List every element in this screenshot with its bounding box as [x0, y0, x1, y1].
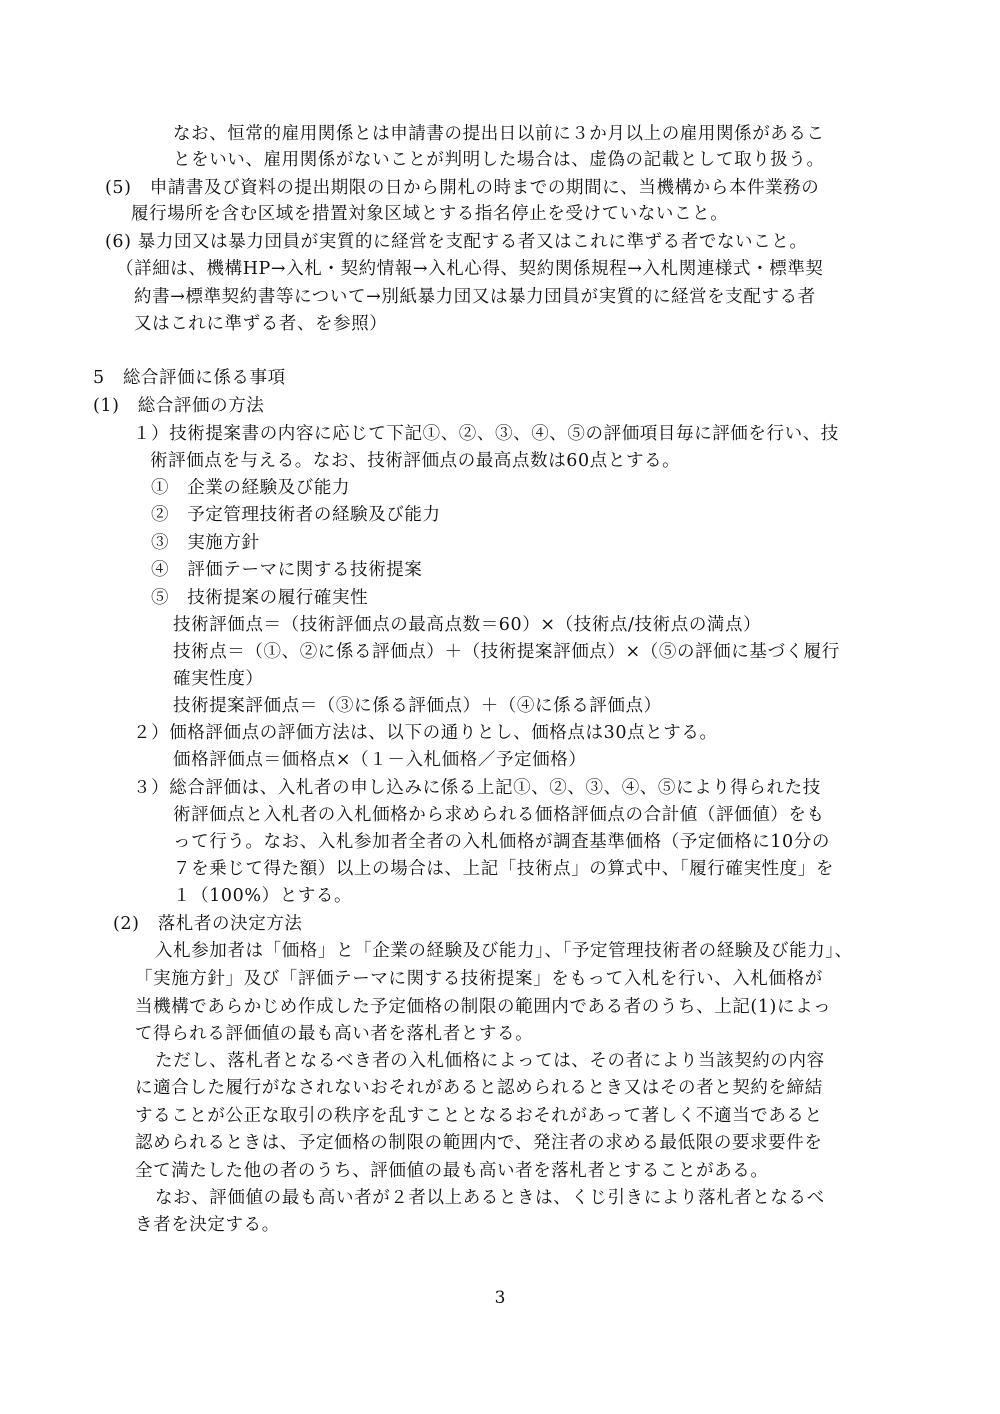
formula-line: 技術評価点＝（技術評価点の最高点数＝60）×（技術点/技術点の満点） — [173, 615, 762, 635]
text-line: 当機構であらかじめ作成した予定価格の制限の範囲内である者のうち、上記(1)によっ — [135, 997, 832, 1017]
list-item: ② 予定管理技術者の経験及び能力 — [151, 505, 441, 525]
text-line: て得られる評価値の最も高い者を落札者とする。 — [135, 1024, 534, 1044]
list-item: ⑤ 技術提案の履行確実性 — [151, 588, 369, 608]
text-line: 約書→標準契約書等について→別紙暴力団又は暴力団員が実質的に経営を支配する者 — [134, 287, 816, 307]
text-line: 全て満たした他の者のうち、評価値の最も高い者を落札者とすることがある。 — [135, 1161, 769, 1181]
list-item: ④ 評価テーマに関する技術提案 — [151, 560, 423, 580]
text-line: することが公正な取引の秩序を乱すこととなるおそれがあって著しく不適当であると — [135, 1106, 823, 1126]
text-line: 「実施方針」及び「評価テーマに関する技術提案」をもって入札を行い、入札価格が — [135, 969, 823, 989]
page-number: 3 — [494, 1288, 506, 1308]
text-line: って行う。なお、入札参加者全者の入札価格が調査基準価格（予定価格に10分の — [173, 832, 830, 852]
section-heading: 5 総合評価に係る事項 — [93, 368, 286, 388]
text-line: 履行場所を含む区域を措置対象区域とする指名停止を受けていないこと。 — [131, 204, 729, 224]
formula-line: 価格評価点＝価格点×（１－入札価格／予定価格） — [173, 750, 587, 770]
formula-line: 技術提案評価点＝（③に係る評価点）＋（④に係る評価点） — [173, 696, 662, 716]
list-item: ③ 実施方針 — [151, 533, 260, 553]
text-line: (6) 暴力団又は暴力団員が実質的に経営を支配する者又はこれに準ずる者でないこと。 — [105, 232, 808, 252]
text-line: １（100%）とする。 — [173, 886, 353, 906]
text-line: ２）価格評価点の評価方法は、以下の通りとし、価格点は30点とする。 — [133, 723, 718, 743]
text-line: ７を乗じて得た額）以上の場合は、上記「技術点」の算式中、「履行確実性度」を — [173, 859, 834, 879]
text-line: 術評価点と入札者の入札価格から求められる価格評価点の合計値（評価値）をも — [173, 805, 825, 825]
text-line: （詳細は、機構HP→入札・契約情報→入札心得、契約関係規程→入札関連様式・標準契 — [116, 259, 824, 279]
text-line: 認められるときは、予定価格の制限の範囲内で、発注者の求める最低限の要求要件を — [135, 1133, 823, 1153]
formula-line: 技術点＝（①、②に係る評価点）＋（技術提案評価点）×（⑤の評価に基づく履行 — [173, 642, 840, 662]
text-line: なお、恒常的雇用関係とは申請書の提出日以前に３か月以上の雇用関係があるこ — [173, 124, 825, 144]
text-line: とをいい、雇用関係がないことが判明した場合は、虚偽の記載として取り扱う。 — [173, 150, 825, 170]
text-line: ただし、落札者となるべき者の入札価格によっては、その者により当該契約の内容 — [155, 1051, 825, 1071]
text-line: 術評価点を与える。なお、技術評価点の最高点数は60点とする。 — [150, 451, 681, 471]
list-item: ① 企業の経験及び能力 — [151, 478, 351, 498]
text-line: に適合した履行がなされないおそれがあると認められるとき又はその者と契約を締結 — [135, 1078, 823, 1098]
text-line: き者を決定する。 — [135, 1215, 280, 1235]
subsection-heading: (1) 総合評価の方法 — [93, 396, 265, 416]
text-line: 入札参加者は「価格」と「企業の経験及び能力」、「予定管理技術者の経験及び能力」、 — [155, 941, 853, 961]
subsection-heading: (2) 落札者の決定方法 — [113, 914, 303, 934]
text-line: (5) 申請書及び資料の提出期限の日から開札の時までの期間に、当機構から本件業務の — [105, 178, 820, 198]
text-line: ３）総合評価は、入札者の申し込みに係る上記①、②、③、④、⑤により得られた技 — [133, 778, 821, 798]
text-line: １）技術提案書の内容に応じて下記①、②、③、④、⑤の評価項目毎に評価を行い、技 — [133, 424, 839, 444]
formula-line: 確実性度） — [173, 669, 264, 689]
text-line: なお、評価値の最も高い者が２者以上あるときは、くじ引きにより落札者となるべ — [155, 1188, 825, 1208]
text-line: 又はこれに準ずる者、を参照） — [134, 314, 388, 334]
